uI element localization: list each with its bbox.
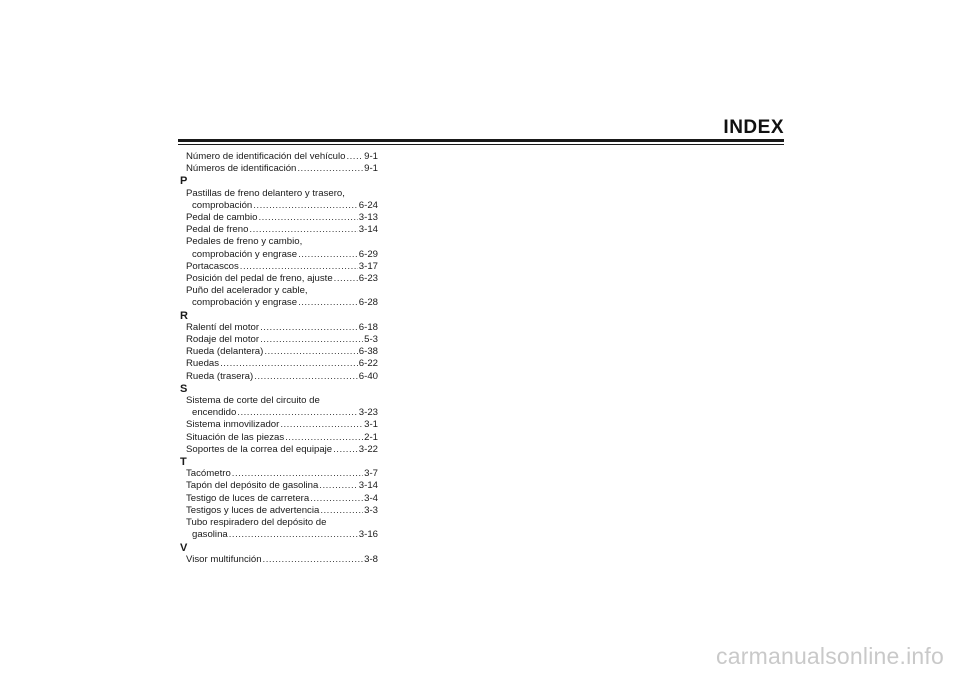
index-entry-page: 6-24 bbox=[358, 199, 378, 211]
index-entry-text: Puño del acelerador y cable, bbox=[186, 285, 308, 297]
dot-leader bbox=[260, 334, 363, 346]
index-entry bbox=[180, 371, 378, 383]
index-entry-line bbox=[186, 493, 378, 505]
index-entry-page: 6-29 bbox=[358, 248, 378, 260]
index-entry bbox=[180, 236, 378, 260]
index-entry-page: 3-16 bbox=[358, 529, 378, 541]
index-entry bbox=[180, 468, 378, 480]
index-letter-heading: R bbox=[180, 309, 188, 322]
index-entry bbox=[180, 273, 378, 285]
title-rule-thin bbox=[178, 144, 784, 145]
index-entry bbox=[180, 493, 378, 505]
index-entry-text: Número de identificación del vehículo bbox=[186, 151, 346, 162]
index-entry-text: Rodaje del motor bbox=[186, 334, 260, 346]
index-entry-line bbox=[186, 419, 378, 431]
index-entry-text: Tacómetro bbox=[186, 468, 231, 480]
dot-leader bbox=[310, 493, 363, 505]
index-entry bbox=[180, 432, 378, 444]
dot-leader bbox=[297, 163, 363, 175]
index-entry-text: Tubo respiradero del depósito de bbox=[186, 517, 327, 529]
index-entry bbox=[180, 480, 378, 492]
index-entry-line bbox=[186, 480, 378, 492]
index-entry-text: Portacascos bbox=[186, 260, 239, 272]
index-entry-text: Testigos y luces de advertencia bbox=[186, 504, 320, 516]
index-entry-page: 6-40 bbox=[358, 370, 378, 382]
index-entry-page: 6-23 bbox=[358, 273, 378, 285]
index-entry-page: 3-17 bbox=[358, 260, 378, 272]
index-entry-text: Pedal de freno bbox=[186, 224, 249, 236]
index-entry-text: gasolina bbox=[192, 529, 228, 541]
index-entry-text: Pedales de freno y cambio, bbox=[186, 236, 303, 248]
index-entry-text: Soportes de la correa del equipaje bbox=[186, 443, 333, 455]
index-entry-page: 3-23 bbox=[358, 407, 378, 419]
index-entry-text: Sistema de corte del circuito de bbox=[186, 395, 320, 407]
index-entry-line bbox=[186, 346, 378, 358]
index-entry-text: Sistema inmovilizador bbox=[186, 419, 280, 431]
index-entry-text: Números de identificación bbox=[186, 163, 297, 175]
index-entry-line bbox=[186, 554, 378, 566]
index-entry-text: Ruedas bbox=[186, 358, 220, 370]
dot-leader bbox=[229, 529, 358, 541]
index-entry-page: 3-8 bbox=[364, 553, 378, 565]
index-entry-page: 3-22 bbox=[358, 443, 378, 455]
index-entry bbox=[180, 358, 378, 370]
index-entry-text: Situación de las piezas bbox=[186, 431, 285, 443]
dot-leader bbox=[264, 346, 357, 358]
index-entry-line bbox=[186, 358, 378, 370]
index-entry bbox=[180, 285, 378, 309]
index-entry-line bbox=[186, 468, 378, 480]
index-title: INDEX bbox=[723, 117, 784, 138]
index-entry-line bbox=[186, 297, 378, 309]
index-entry bbox=[180, 322, 378, 334]
dot-leader bbox=[240, 261, 358, 273]
index-entry-line bbox=[186, 407, 378, 419]
index-entry-page: 6-22 bbox=[358, 358, 378, 370]
index-letter-heading: T bbox=[180, 456, 187, 469]
index-entry-text: Tapón del depósito de gasolina bbox=[186, 480, 319, 492]
index-entry-page: 6-38 bbox=[358, 346, 378, 358]
index-entry bbox=[180, 395, 378, 419]
index-entry bbox=[180, 517, 378, 541]
index-entry-line bbox=[186, 432, 378, 444]
index-entry-text: Testigo de luces de carretera bbox=[186, 492, 310, 504]
index-entry-page: 9-1 bbox=[364, 151, 378, 162]
index-entry-text: comprobación bbox=[192, 199, 253, 211]
index-entry-page: 3-7 bbox=[364, 468, 378, 480]
index-entry-line bbox=[186, 444, 378, 456]
index-entry bbox=[180, 224, 378, 236]
index-entry-text: encendido bbox=[192, 407, 237, 419]
dot-leader bbox=[346, 151, 363, 163]
index-entry-text: comprobación y engrase bbox=[192, 248, 298, 260]
dot-leader bbox=[285, 432, 363, 444]
index-entry bbox=[180, 151, 378, 163]
index-entry-line bbox=[186, 224, 378, 236]
index-entry-line bbox=[186, 200, 378, 212]
index-entry-line bbox=[186, 249, 378, 261]
index-entry-text: Ralentí del motor bbox=[186, 321, 260, 333]
index-entry-line bbox=[186, 163, 378, 175]
index-entry-page: 5-3 bbox=[364, 334, 378, 346]
index-entry-text: Pedal de cambio bbox=[186, 212, 258, 224]
dot-leader bbox=[232, 468, 363, 480]
index-entry-page: 2-1 bbox=[364, 431, 378, 443]
index-entry-line bbox=[186, 322, 378, 334]
index-entry-line bbox=[186, 212, 378, 224]
index-entry-line bbox=[186, 261, 378, 273]
index-entry bbox=[180, 505, 378, 517]
index-entry-text: Rueda (delantera) bbox=[186, 346, 264, 358]
index-entry-line bbox=[186, 529, 378, 541]
dot-leader bbox=[249, 224, 357, 236]
dot-leader bbox=[334, 273, 358, 285]
index-column bbox=[180, 151, 378, 566]
dot-leader bbox=[237, 407, 358, 419]
index-entry bbox=[180, 419, 378, 431]
index-entry-text: Pastillas de freno delantero y trasero, bbox=[186, 187, 345, 199]
index-letter-heading: P bbox=[180, 175, 188, 188]
index-entry-page: 9-1 bbox=[364, 163, 378, 175]
index-entry-line bbox=[186, 151, 378, 163]
dot-leader bbox=[298, 297, 358, 309]
index-entry-page: 3-3 bbox=[364, 504, 378, 516]
index-entry-line bbox=[186, 334, 378, 346]
index-entry-line bbox=[186, 371, 378, 383]
dot-leader bbox=[254, 371, 358, 383]
index-entry bbox=[180, 444, 378, 456]
index-entry-line bbox=[186, 273, 378, 285]
index-entry-page: 6-28 bbox=[358, 297, 378, 309]
index-entry-text: Rueda (trasera) bbox=[186, 370, 254, 382]
index-entry bbox=[180, 554, 378, 566]
watermark: carmanualsonline.info bbox=[716, 643, 944, 669]
index-entry-page: 3-13 bbox=[358, 212, 378, 224]
index-entry-page: 3-1 bbox=[364, 419, 378, 431]
dot-leader bbox=[220, 358, 358, 370]
index-entry-line bbox=[186, 505, 378, 517]
index-entry bbox=[180, 188, 378, 212]
index-entry-text: comprobación y engrase bbox=[192, 297, 298, 309]
title-rule-thick bbox=[178, 139, 784, 142]
index-entry-page: 3-4 bbox=[364, 492, 378, 504]
index-entry bbox=[180, 334, 378, 346]
index-letter-heading: S bbox=[180, 382, 188, 395]
index-entry-page: 3-14 bbox=[358, 480, 378, 492]
dot-leader bbox=[258, 212, 357, 224]
dot-leader bbox=[320, 505, 363, 517]
dot-leader bbox=[280, 419, 363, 431]
index-entry bbox=[180, 261, 378, 273]
index-entry-text: Posición del pedal de freno, ajuste bbox=[186, 273, 333, 285]
dot-leader bbox=[253, 200, 358, 212]
index-entry-page: 3-14 bbox=[358, 224, 378, 236]
index-entry-page: 6-18 bbox=[358, 321, 378, 333]
dot-leader bbox=[319, 480, 358, 492]
index-entry bbox=[180, 163, 378, 175]
dot-leader bbox=[260, 322, 358, 334]
dot-leader bbox=[263, 554, 364, 566]
index-entry bbox=[180, 346, 378, 358]
index-entry-text: Visor multifunción bbox=[186, 553, 262, 565]
dot-leader bbox=[298, 249, 358, 261]
dot-leader bbox=[333, 444, 358, 456]
index-letter-heading: V bbox=[180, 541, 188, 554]
index-entry bbox=[180, 212, 378, 224]
